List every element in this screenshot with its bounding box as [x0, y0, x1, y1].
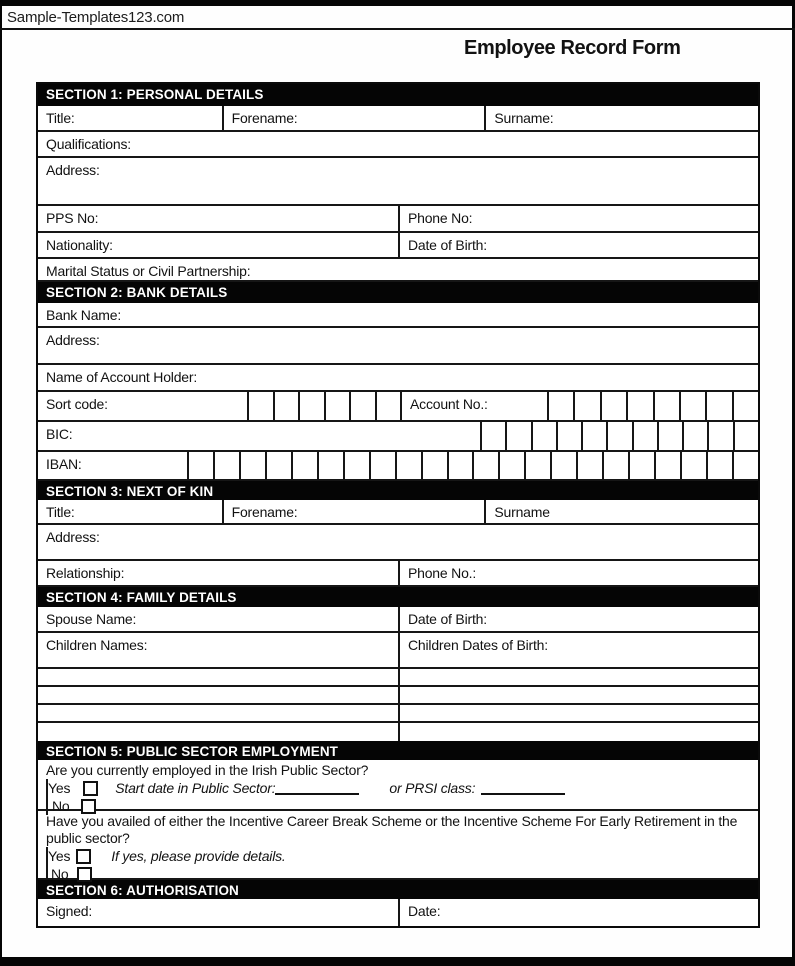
- children-name-cell[interactable]: [38, 669, 398, 685]
- bank-name-label: Bank Name:: [46, 307, 122, 323]
- marital-status-label: Marital Status or Civil Partnership:: [46, 263, 251, 279]
- section-1-header: SECTION 1: PERSONAL DETAILS: [38, 84, 758, 106]
- relationship-phone-row: [38, 561, 758, 587]
- char-box[interactable]: [626, 392, 652, 420]
- char-box[interactable]: [249, 392, 273, 420]
- account-holder-field[interactable]: [38, 365, 758, 390]
- public-sector-question-1: [38, 760, 758, 814]
- employee-record-form: [36, 82, 760, 928]
- kin-surname-label: Surname: [494, 504, 550, 520]
- char-box[interactable]: [505, 422, 530, 450]
- kin-title-label: Title:: [46, 504, 75, 520]
- char-box[interactable]: [653, 392, 679, 420]
- site-watermark: Sample-Templates123.com: [7, 9, 185, 26]
- bic-row: [38, 422, 758, 452]
- family-empty-row: [38, 669, 758, 687]
- no-label: No: [52, 797, 70, 814]
- char-box[interactable]: [654, 452, 680, 479]
- spouse-dob-label: Date of Birth:: [408, 611, 487, 627]
- children-names-field[interactable]: [38, 633, 398, 667]
- family-empty-rows: [38, 669, 758, 741]
- family-empty-row: [38, 705, 758, 723]
- personal-name-row: [38, 106, 758, 132]
- bank-name-field[interactable]: [38, 303, 758, 326]
- char-box[interactable]: [482, 422, 505, 450]
- sort-code-label: Sort code:: [46, 396, 108, 412]
- iban-label: IBAN:: [46, 456, 82, 472]
- char-box[interactable]: [706, 452, 732, 479]
- char-box[interactable]: [606, 422, 631, 450]
- bank-address-field[interactable]: [38, 328, 758, 363]
- no-label: No: [51, 865, 69, 882]
- children-name-cell[interactable]: [38, 723, 398, 741]
- watermark-divider: [0, 28, 795, 30]
- char-box[interactable]: [472, 452, 498, 479]
- family-empty-row: [38, 723, 758, 741]
- question-1-yes-line: [46, 779, 750, 797]
- page-border-bottom: [0, 957, 795, 966]
- bank-name-row: [38, 303, 758, 328]
- char-box[interactable]: [498, 452, 524, 479]
- char-box[interactable]: [581, 422, 606, 450]
- family-empty-row: [38, 687, 758, 705]
- title-field[interactable]: [38, 106, 222, 130]
- yes-label: Yes: [48, 779, 71, 796]
- bic-boxes: [480, 422, 758, 450]
- account-no-label-cell: [400, 392, 547, 420]
- question-1-text: Are you currently employed in the Irish Public Sector?: [46, 762, 369, 778]
- kin-name-row: [38, 500, 758, 525]
- date-of-birth-field[interactable]: [398, 233, 758, 257]
- char-box[interactable]: [680, 452, 706, 479]
- char-box[interactable]: [732, 452, 758, 479]
- char-box[interactable]: [395, 452, 421, 479]
- qualifications-row: [38, 132, 758, 158]
- section-3-header: SECTION 3: NEXT OF KIN: [38, 481, 758, 500]
- char-box[interactable]: [369, 452, 395, 479]
- char-box[interactable]: [705, 392, 731, 420]
- address-label: Address:: [46, 162, 100, 178]
- char-box[interactable]: [531, 422, 556, 450]
- char-box[interactable]: [213, 452, 239, 479]
- forename-label: Forename:: [231, 110, 298, 126]
- char-box[interactable]: [447, 452, 473, 479]
- nationality-dob-row: [38, 233, 758, 259]
- qualifications-label: Qualifications:: [46, 136, 131, 152]
- children-dob-cell[interactable]: [398, 669, 758, 685]
- kin-forename-label: Forename:: [231, 504, 298, 520]
- char-box[interactable]: [707, 422, 732, 450]
- children-name-cell[interactable]: [38, 687, 398, 703]
- page-border-top: [0, 0, 795, 6]
- char-box[interactable]: [657, 422, 682, 450]
- char-box[interactable]: [732, 392, 758, 420]
- char-box[interactable]: [298, 392, 324, 420]
- title-label: Title:: [46, 110, 75, 126]
- address-field[interactable]: [38, 158, 758, 204]
- public-sector-question-2: [38, 811, 758, 880]
- iban-boxes: [187, 452, 758, 479]
- section-6-header: SECTION 6: AUTHORISATION: [38, 880, 758, 899]
- char-box[interactable]: [550, 452, 576, 479]
- prsi-class-label: or PRSI class:: [389, 779, 476, 796]
- bic-label: BIC:: [46, 426, 73, 442]
- marital-status-field[interactable]: [38, 259, 758, 280]
- start-date-label: Start date in Public Sector:: [115, 779, 276, 796]
- char-box[interactable]: [556, 422, 581, 450]
- char-box[interactable]: [375, 392, 401, 420]
- children-name-cell[interactable]: [38, 705, 398, 721]
- personal-address-row: [38, 158, 758, 206]
- char-box[interactable]: [679, 392, 705, 420]
- char-box[interactable]: [343, 452, 369, 479]
- kin-address-field[interactable]: [38, 525, 758, 559]
- nationality-field[interactable]: [38, 233, 398, 257]
- forename-field[interactable]: [222, 106, 485, 130]
- bank-address-row: [38, 328, 758, 365]
- sort-code-boxes: [247, 392, 400, 420]
- prsi-class-blank[interactable]: [481, 781, 565, 795]
- char-box[interactable]: [324, 392, 350, 420]
- relationship-field[interactable]: [38, 561, 398, 585]
- pps-phone-row: [38, 206, 758, 233]
- yes-checkbox[interactable]: [76, 849, 91, 864]
- char-box[interactable]: [265, 452, 291, 479]
- char-box[interactable]: [632, 422, 657, 450]
- char-box[interactable]: [239, 452, 265, 479]
- children-names-label: Children Names:: [46, 637, 148, 653]
- char-box[interactable]: [573, 392, 599, 420]
- children-dob-label: Children Dates of Birth:: [408, 637, 548, 653]
- relationship-label: Relationship:: [46, 565, 125, 581]
- char-box[interactable]: [273, 392, 299, 420]
- signed-label: Signed:: [46, 903, 93, 919]
- kin-forename-field[interactable]: [222, 500, 485, 523]
- phone-no-label: Phone No:: [408, 210, 473, 226]
- form-title: Employee Record Form: [464, 37, 681, 59]
- children-row: [38, 633, 758, 669]
- account-no-label: Account No.:: [410, 396, 488, 412]
- no-checkbox[interactable]: [81, 799, 96, 814]
- char-box[interactable]: [317, 452, 343, 479]
- signed-date-row: [38, 899, 758, 926]
- qualifications-field[interactable]: [38, 132, 758, 156]
- kin-address-label: Address:: [46, 529, 100, 545]
- char-box[interactable]: [576, 452, 602, 479]
- yes-checkbox[interactable]: [83, 781, 98, 796]
- yes-label: Yes: [48, 847, 71, 864]
- account-holder-label: Name of Account Holder:: [46, 369, 198, 385]
- surname-field[interactable]: [484, 106, 758, 130]
- kin-phone-no-field[interactable]: [398, 561, 758, 585]
- nationality-label: Nationality:: [46, 237, 113, 253]
- kin-phone-no-label: Phone No.:: [408, 565, 477, 581]
- spouse-name-label: Spouse Name:: [46, 611, 137, 627]
- kin-title-field[interactable]: [38, 500, 222, 523]
- start-date-blank[interactable]: [275, 781, 359, 795]
- surname-label: Surname:: [494, 110, 554, 126]
- char-box[interactable]: [600, 392, 626, 420]
- kin-address-row: [38, 525, 758, 561]
- spouse-row: [38, 607, 758, 633]
- iban-row: [38, 452, 758, 481]
- section-2-header: SECTION 2: BANK DETAILS: [38, 282, 758, 303]
- char-box[interactable]: [682, 422, 707, 450]
- pps-no-label: PPS No:: [46, 210, 99, 226]
- no-checkbox[interactable]: [77, 867, 92, 882]
- char-box[interactable]: [549, 392, 573, 420]
- account-no-boxes: [547, 392, 758, 420]
- bank-address-label: Address:: [46, 332, 100, 348]
- char-box[interactable]: [189, 452, 213, 479]
- children-dob-cell[interactable]: [398, 687, 758, 703]
- children-dob-cell[interactable]: [398, 705, 758, 721]
- section-5-header: SECTION 5: PUBLIC SECTOR EMPLOYMENT: [38, 741, 758, 760]
- char-box[interactable]: [733, 422, 758, 450]
- kin-surname-field[interactable]: [484, 500, 758, 523]
- pps-no-field[interactable]: [38, 206, 398, 231]
- char-box[interactable]: [602, 452, 628, 479]
- date-label: Date:: [408, 903, 441, 919]
- signed-field[interactable]: [38, 899, 398, 926]
- bic-label-cell: [38, 422, 480, 450]
- char-box[interactable]: [291, 452, 317, 479]
- char-box[interactable]: [421, 452, 447, 479]
- page-border-left: [0, 0, 2, 966]
- sort-code-account-row: [38, 392, 758, 422]
- spouse-name-field[interactable]: [38, 607, 398, 631]
- phone-no-field[interactable]: [398, 206, 758, 231]
- sort-code-label-cell: [38, 392, 247, 420]
- date-of-birth-label: Date of Birth:: [408, 237, 487, 253]
- question-2-yes-line: [46, 847, 750, 865]
- char-box[interactable]: [628, 452, 654, 479]
- char-box[interactable]: [524, 452, 550, 479]
- question-2-text: Have you availed of either the Incentive Career Break Scheme or the Incentive Scheme For Early Retirement in the public sector?: [46, 813, 738, 846]
- date-field[interactable]: [398, 899, 758, 926]
- iban-label-cell: [38, 452, 187, 479]
- spouse-dob-field[interactable]: [398, 607, 758, 631]
- children-dob-cell[interactable]: [398, 723, 758, 741]
- section-4-header: SECTION 4: FAMILY DETAILS: [38, 587, 758, 607]
- marital-status-row: [38, 259, 758, 282]
- details-label: If yes, please provide details.: [111, 847, 286, 864]
- children-dob-field[interactable]: [398, 633, 758, 667]
- char-box[interactable]: [349, 392, 375, 420]
- account-holder-row: [38, 365, 758, 392]
